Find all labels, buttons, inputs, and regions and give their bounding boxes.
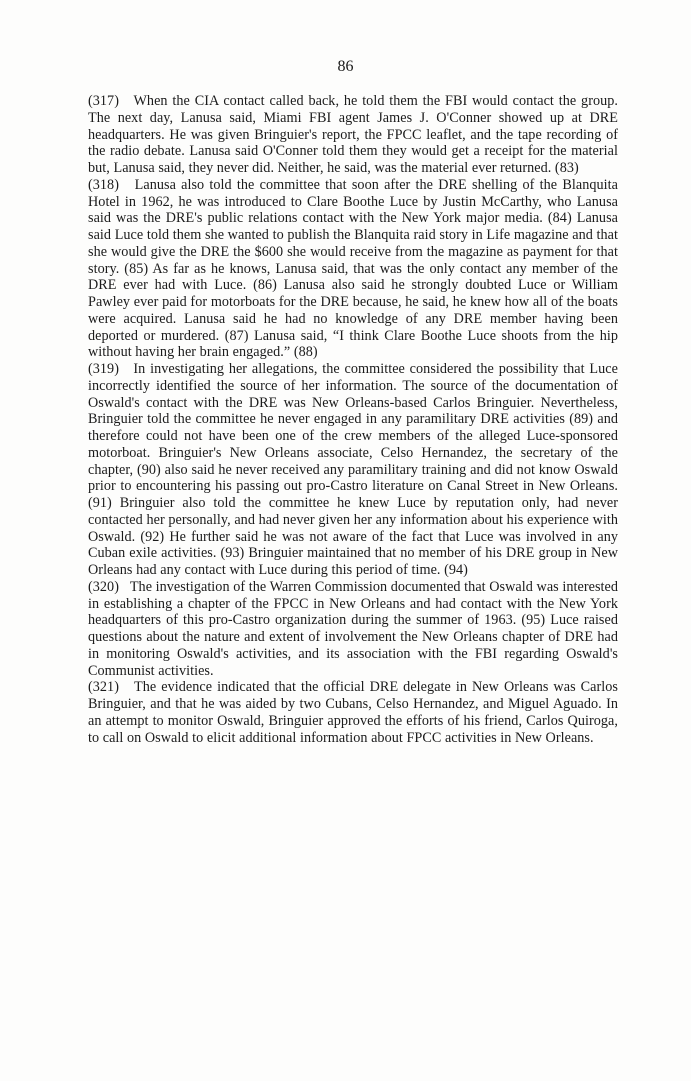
paragraph-320 <box>88 579 618 680</box>
paragraph-number: (318) <box>88 176 119 193</box>
paragraph-text: When the CIA contact called back, he told them the FBI would contact the group. The next day, Lanusa said, Miami FBI agent James J. O'Conner showed up at DRE headquarters. He was given Bringuier's report, the FPCC leaflet, and the tape recording of the radio debate. Lanusa said O'Conner told them they would get a receipt for the material but, Lanusa said, they never did. Neither, he said, was the material ever returned. (83) <box>88 93 618 176</box>
paragraph-text: Lanusa also told the committee that soon after the DRE shelling of the Blanquita Hotel in 1962, he was introduced to Clare Boothe Luce by Justin McCarthy, who Lanusa said was the DRE's public relations contact with the New York major media. (84) Lanusa said Luce told them she wanted to publish the Blanquita raid story in Life magazine and that she would give the DRE the $600 she would receive from the magazine as payment for that story. (85) As far as he knows, Lanusa said, that was the only contact any member of the DRE ever had with Luce. (86) Lanusa also said he strongly doubted Luce or William Pawley ever paid for motorboats for the DRE because, he said, he knew how all of the boats were acquired. Lanusa said he had no knowledge of any DRE member having been deported or murdered. (87) Lanusa said, “I think Clare Boothe Luce shoots from the hip without having her brain engaged.” (88) <box>88 176 618 361</box>
paragraph-text: In investigating her allegations, the committee considered the possibility that Luce incorrectly identified the source of her information. The source of the documentation of Oswald's contact with the DRE was New Orleans-based Carlos Bringuier. Nevertheless, Bringuier told the committee he never engaged in any paramilitary DRE activities (89) and therefore could not have been one of the crew members of the alleged Luce-sponsored motorboat. Bringuier's New Orleans associate, Celso Hernandez, the secretary of the chapter, (90) also said he never received any paramilitary training and did not know Oswald prior to encountering his passing out pro-Castro literature on Canal Street in New Orleans. (91) Bringuier also told the committee he knew Luce by reputation only, had never contacted her personally, and had never given her any information about his experience with Oswald. (92) He further said he was not aware of the fact that Luce was involved in any Cuban exile activities. (93) Bringuier maintained that no member of his DRE group in New Orleans had any contact with Luce during this period of time. (94) <box>88 361 618 578</box>
paragraph-317 <box>88 93 618 177</box>
paragraph-319 <box>88 361 618 579</box>
paragraph-318 <box>88 177 618 361</box>
paragraph-number: (317) <box>88 93 119 109</box>
page-number: 86 <box>337 58 354 75</box>
paragraph-number: (319) <box>88 361 119 377</box>
paragraph-number: (320) <box>88 578 119 595</box>
paragraph-321 <box>88 679 618 746</box>
paragraph-number: (321) <box>88 679 119 696</box>
paragraph-text: The investigation of the Warren Commission documented that Oswald was interested in establishing a chapter of the FPCC in New Orleans and had contact with the New York headquarters of this pro-Castro organization during the summer of 1963. (95) Luce raised questions about the nature and extent of involvement the New Orleans chapter of DRE had in monitoring Oswald's activities, and its association with the FBI regarding Oswald's Communist activities. <box>88 578 618 679</box>
body-text <box>88 93 618 746</box>
paragraph-text: The evidence indicated that the official DRE delegate in New Orleans was Carlos Bringuier, and that he was aided by two Cubans, Celso Hernandez, and Miguel Aguado. In an attempt to monitor Oswald, Bringuier approved the efforts of his friend, Carlos Quiroga, to call on Oswald to elicit additional information about FPCC activities in New Orleans. <box>88 679 618 746</box>
